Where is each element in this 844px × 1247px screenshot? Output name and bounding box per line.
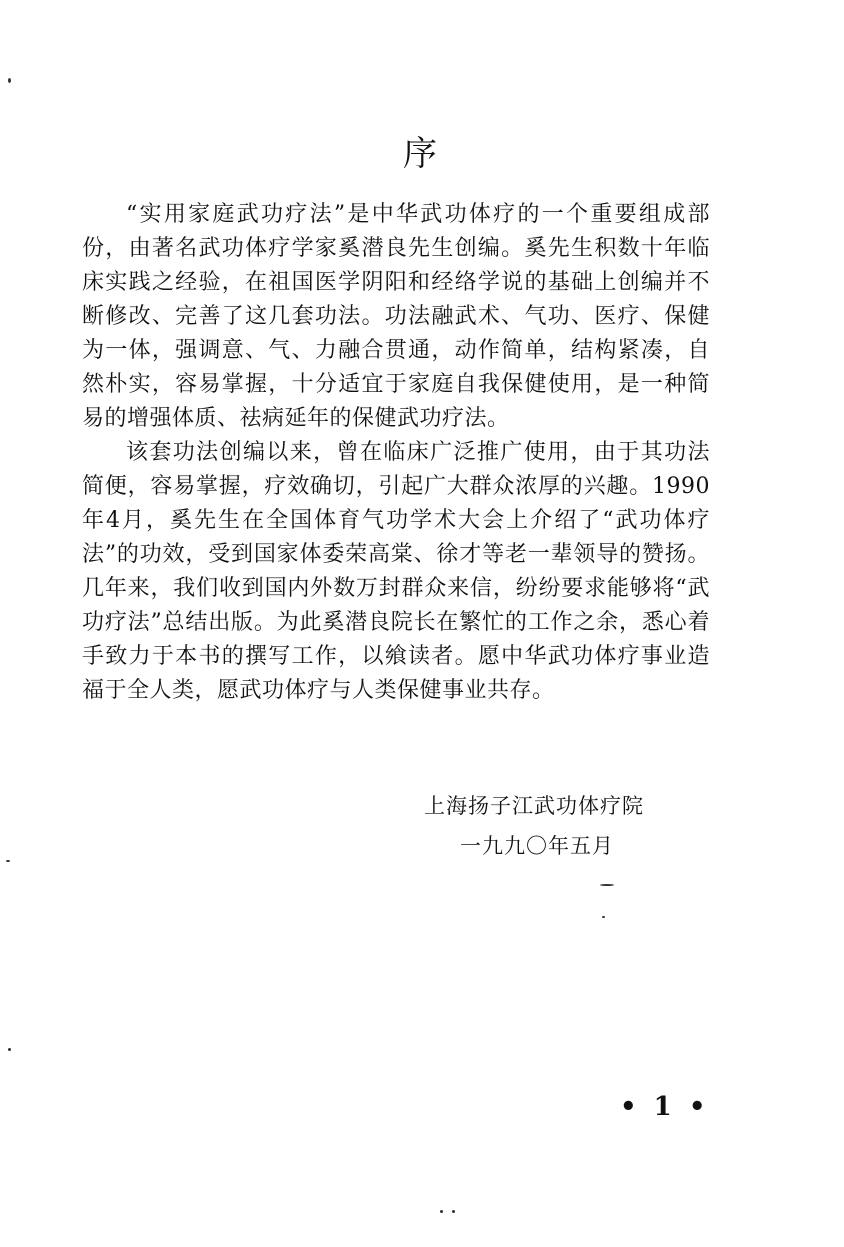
paragraph-2: 该套功法创编以来，曾在临床广泛推广使用，由于其功法简便，容易掌握，疗效确切，引起广大群众浓厚的兴趣。1990年4月，奚先生在全国体育气功学术大会上介绍了“武功体疗法”的功效，受到国家体委荣高棠、徐才等老一辈领导的赞扬。几年来，我们收到国内外数万封群众来信，纷纷要求能够将“武功疗法”总结出版。为此奚潜良院长在繁忙的工作之余，悉心着手致力于本书的撰写工作，以飨读者。愿中华武功体疗事业造福于全人类，愿武功体疗与人类保健事业共存。 xyxy=(82,440,710,703)
signature-organization: 上海扬子江武功体疗院 xyxy=(424,794,644,818)
scan-speck xyxy=(600,884,614,886)
scan-speck xyxy=(8,1048,11,1051)
paragraph-1: “实用家庭武功疗法”是中华武功体疗的一个重要组成部份，由著名武功体疗学家奚潜良先生创编。奚先生积数十年临床实践之经验，在祖国医学阴阳和经络学说的基础上创编并不断修改、完善了这几套功法。功法融武术、气功、医疗、保健为一体，强调意、气、力融合贯通，动作简单，结构紧凑，自然朴实，容易掌握，十分适宜于家庭自我保健使用，是一种简易的增强体质、祛病延年的保健武功疗法。 xyxy=(82,202,710,431)
scan-speck xyxy=(8,78,11,83)
page-number: • 1 • xyxy=(620,1092,710,1122)
scan-speck xyxy=(602,916,605,918)
scan-speck xyxy=(452,1210,455,1213)
scan-speck xyxy=(6,860,10,862)
signature-date: 一九九〇年五月 xyxy=(460,834,614,858)
scan-speck xyxy=(440,1210,443,1213)
page-title: 序 xyxy=(403,134,441,174)
signature-block xyxy=(424,786,644,866)
preface-body xyxy=(82,198,710,708)
